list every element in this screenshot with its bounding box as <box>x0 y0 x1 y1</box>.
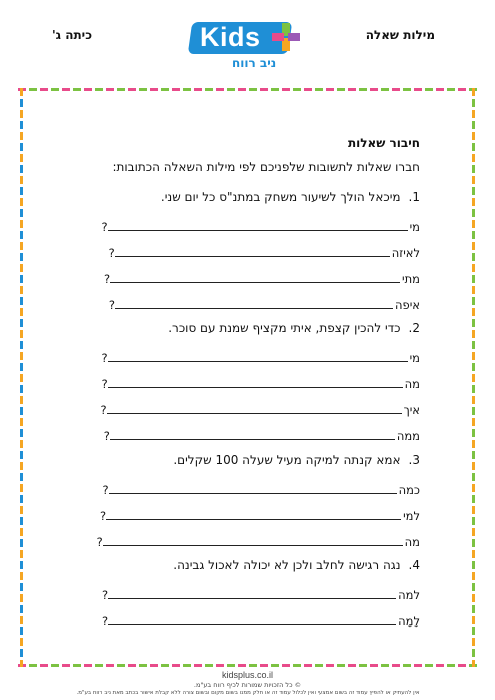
answer-line <box>60 586 420 602</box>
question-word: למי <box>403 509 420 523</box>
question-mark: ? <box>103 429 110 443</box>
frame-right-border <box>472 88 475 667</box>
plus-icon <box>272 23 300 51</box>
legal-notice: אין להעתיק או להפיץ עמוד זה בשום אמצעי ואין לכלול עמוד זה או חלק ממנו בשום מקום ובשום צורה ללא קבלת אישור בכתב מאת ניב רווח בע"מ. <box>76 690 420 696</box>
question-mark: ? <box>102 588 109 602</box>
question-word: לאיזה <box>391 246 420 260</box>
question-mark: ? <box>101 220 108 234</box>
answer-line <box>60 612 420 628</box>
kids-logo <box>190 20 308 72</box>
question-word: מתי <box>402 272 420 286</box>
question-word: לָמָה <box>398 614 420 628</box>
question-word: מה <box>404 377 420 391</box>
question-text: נגה רגישה לחלב ולכן לא יכולה לאכול גבינה. <box>173 558 401 572</box>
frame-left-border <box>20 88 23 667</box>
answer-line <box>60 533 420 549</box>
frame-bottom-border <box>18 664 478 667</box>
answer-blank[interactable] <box>107 401 402 414</box>
question-word: איך <box>403 403 420 417</box>
answer-line <box>60 244 420 260</box>
worksheet-title: חיבור שאלות <box>347 136 420 150</box>
answer-blank[interactable] <box>108 612 396 625</box>
logo-subtitle: ניב רווח <box>232 56 277 70</box>
worksheet-instructions: חברו שאלות לתשובות שלפניכם לפי מילות השאלה הכתובות: <box>112 160 420 174</box>
answer-blank[interactable] <box>106 507 401 520</box>
answer-line <box>60 427 420 443</box>
answer-blank[interactable] <box>103 533 403 546</box>
answer-blank[interactable] <box>110 427 395 440</box>
question-mark: ? <box>108 246 115 260</box>
question-mark: ? <box>108 298 116 312</box>
worksheet-topic: מילות שאלה <box>365 28 435 42</box>
question-2 <box>60 321 420 335</box>
question-3 <box>60 453 420 467</box>
answer-line <box>60 507 420 523</box>
answer-line <box>60 375 420 391</box>
answer-blank[interactable] <box>115 244 390 257</box>
question-number: 4. <box>408 558 420 572</box>
answer-blank[interactable] <box>115 296 393 309</box>
question-number: 1. <box>408 190 420 204</box>
site-url: kidsplus.co.il <box>221 670 274 680</box>
question-mark: ? <box>102 614 109 628</box>
question-mark: ? <box>99 509 107 523</box>
question-word: מי <box>409 351 420 365</box>
question-word: למה <box>398 588 420 602</box>
question-word: איפה <box>395 298 420 312</box>
frame-top-border <box>18 88 478 91</box>
question-4 <box>60 558 420 572</box>
question-mark: ? <box>96 535 103 549</box>
question-word: ממה <box>396 429 420 443</box>
question-word: מי <box>409 220 420 234</box>
grade-label: כיתה ג' <box>52 28 92 42</box>
question-1 <box>60 190 420 204</box>
answer-blank[interactable] <box>108 349 408 362</box>
question-text: אמא קנתה למיקה מעיל שעלה 100 שקלים. <box>173 453 401 467</box>
answer-line <box>60 218 420 234</box>
logo-word: Kids <box>200 22 261 52</box>
question-mark: ? <box>102 483 109 497</box>
answer-blank[interactable] <box>109 481 397 494</box>
answer-line <box>60 349 420 365</box>
question-number: 2. <box>408 321 420 335</box>
question-text: מיכאל הולך לשיעור משחק במתנ"ס כל יום שני. <box>160 190 401 204</box>
answer-blank[interactable] <box>108 375 403 388</box>
answer-blank[interactable] <box>110 270 400 283</box>
question-mark: ? <box>101 351 108 365</box>
answer-line <box>60 296 420 312</box>
question-mark: ? <box>101 377 108 391</box>
answer-line <box>60 270 420 286</box>
answer-blank[interactable] <box>108 218 408 231</box>
question-text: כדי להכין קצפת, איתי מקציף שמנת עם סוכר. <box>168 321 401 335</box>
answer-line <box>60 481 420 497</box>
answer-line <box>60 401 420 417</box>
copyright-notice: © כל הזכויות שמורות לכיף רווח בע"מ. <box>193 681 302 689</box>
question-word: מה <box>404 535 420 549</box>
question-number: 3. <box>408 453 420 467</box>
question-mark: ? <box>103 272 111 286</box>
question-word: כמה <box>398 483 420 497</box>
answer-blank[interactable] <box>108 586 396 599</box>
question-mark: ? <box>100 403 107 417</box>
